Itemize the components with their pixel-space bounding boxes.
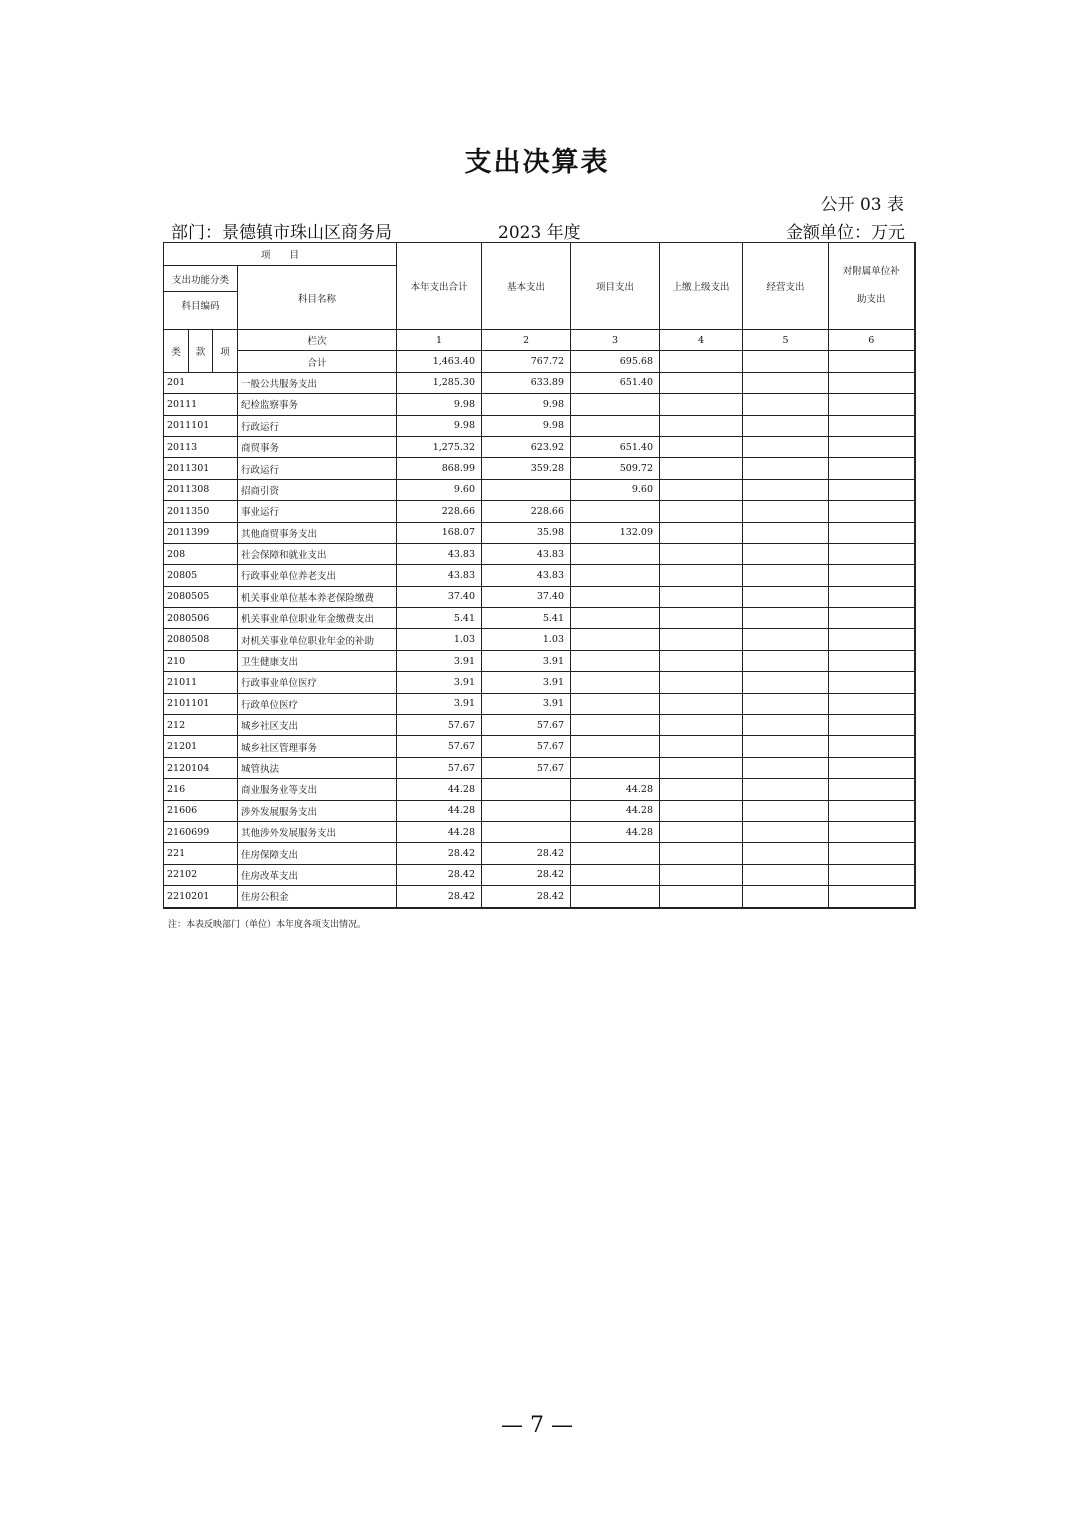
amount-cell: 228.66 xyxy=(482,501,571,522)
amount-cell: 5.41 xyxy=(397,608,482,629)
amount-cell xyxy=(660,543,743,564)
amount-cell: 37.40 xyxy=(482,586,571,607)
table-row xyxy=(164,479,915,500)
amount-cell: 28.42 xyxy=(482,886,571,908)
amount-cell xyxy=(660,779,743,800)
amount-cell: 9.60 xyxy=(397,479,482,500)
amount-cell: 44.28 xyxy=(397,779,482,800)
total-value xyxy=(660,351,743,372)
amount-cell xyxy=(660,715,743,736)
amount-cell xyxy=(571,629,660,650)
table-row xyxy=(164,586,915,607)
table-row xyxy=(164,886,915,908)
amount-cell: 57.67 xyxy=(397,736,482,757)
subject-name: 商业服务业等支出 xyxy=(238,779,397,800)
header-subject-name: 科目名称 xyxy=(238,266,397,330)
subject-code: 21201 xyxy=(164,736,238,757)
amount-cell xyxy=(829,372,915,393)
subject-code: 2101101 xyxy=(164,693,238,714)
amount-cell: 1,275.32 xyxy=(397,436,482,457)
amount-cell xyxy=(743,394,829,415)
subject-code: 212 xyxy=(164,715,238,736)
amount-cell xyxy=(829,458,915,479)
table-row xyxy=(164,779,915,800)
subject-code: 21606 xyxy=(164,800,238,821)
amount-cell: 1.03 xyxy=(397,629,482,650)
amount-cell xyxy=(829,672,915,693)
amount-cell xyxy=(660,629,743,650)
amount-cell xyxy=(743,565,829,586)
table-row xyxy=(164,843,915,864)
subject-code: 20805 xyxy=(164,565,238,586)
amount-cell xyxy=(660,886,743,908)
col-num-2: 2 xyxy=(482,330,571,351)
amount-cell: 651.40 xyxy=(571,436,660,457)
subject-name: 对机关事业单位职业年金的补助 xyxy=(238,629,397,650)
amount-cell xyxy=(829,650,915,671)
amount-cell xyxy=(660,415,743,436)
table-row xyxy=(164,522,915,543)
subject-code: 210 xyxy=(164,650,238,671)
amount-cell xyxy=(743,886,829,908)
amount-cell xyxy=(829,479,915,500)
amount-cell: 5.41 xyxy=(482,608,571,629)
amount-cell xyxy=(660,458,743,479)
amount-cell xyxy=(743,501,829,522)
amount-cell xyxy=(660,693,743,714)
amount-cell xyxy=(743,715,829,736)
amount-cell xyxy=(660,650,743,671)
amount-cell: 633.89 xyxy=(482,372,571,393)
amount-cell xyxy=(743,436,829,457)
amount-cell: 37.40 xyxy=(397,586,482,607)
subject-name: 城乡社区支出 xyxy=(238,715,397,736)
amount-cell xyxy=(571,415,660,436)
header-xiang: 项 xyxy=(213,330,238,373)
amount-cell xyxy=(743,757,829,778)
amount-cell xyxy=(743,672,829,693)
header-col-1: 本年支出合计 xyxy=(397,243,482,330)
year-label: 2023 年度 xyxy=(498,223,581,243)
header-col-5: 经营支出 xyxy=(743,243,829,330)
amount-cell: 44.28 xyxy=(571,821,660,842)
amount-cell xyxy=(571,715,660,736)
subject-code: 2080505 xyxy=(164,586,238,607)
total-value xyxy=(743,351,829,372)
table-row xyxy=(164,672,915,693)
subject-name: 招商引资 xyxy=(238,479,397,500)
amount-cell xyxy=(743,779,829,800)
amount-cell: 35.98 xyxy=(482,522,571,543)
amount-cell: 57.67 xyxy=(482,736,571,757)
subject-name: 涉外发展服务支出 xyxy=(238,800,397,821)
table-row xyxy=(164,864,915,885)
subject-name: 行政单位医疗 xyxy=(238,693,397,714)
amount-cell: 9.60 xyxy=(571,479,660,500)
amount-cell: 9.98 xyxy=(397,394,482,415)
header-subject-code: 科目编码 xyxy=(164,292,238,318)
col-num-1: 1 xyxy=(397,330,482,351)
header-col-3: 项目支出 xyxy=(571,243,660,330)
amount-cell xyxy=(829,629,915,650)
amount-cell: 1,285.30 xyxy=(397,372,482,393)
amount-cell xyxy=(571,650,660,671)
amount-cell: 9.98 xyxy=(482,415,571,436)
amount-cell xyxy=(660,821,743,842)
amount-cell xyxy=(743,864,829,885)
subject-name: 行政运行 xyxy=(238,458,397,479)
subject-code: 208 xyxy=(164,543,238,564)
amount-cell: 1.03 xyxy=(482,629,571,650)
subject-code: 2011350 xyxy=(164,501,238,522)
table-row xyxy=(164,693,915,714)
amount-cell xyxy=(829,586,915,607)
amount-cell: 28.42 xyxy=(482,864,571,885)
amount-cell: 57.67 xyxy=(482,757,571,778)
amount-cell xyxy=(829,736,915,757)
total-value: 1,463.40 xyxy=(397,351,482,372)
subject-name: 社会保障和就业支出 xyxy=(238,543,397,564)
amount-cell: 651.40 xyxy=(571,372,660,393)
header-col-4: 上缴上级支出 xyxy=(660,243,743,330)
subject-name: 行政事业单位养老支出 xyxy=(238,565,397,586)
amount-cell xyxy=(743,479,829,500)
amount-cell xyxy=(829,757,915,778)
amount-cell xyxy=(571,586,660,607)
amount-cell: 57.67 xyxy=(397,715,482,736)
amount-cell xyxy=(743,458,829,479)
amount-cell: 3.91 xyxy=(482,650,571,671)
subject-name: 住房公积金 xyxy=(238,886,397,908)
amount-cell: 168.07 xyxy=(397,522,482,543)
amount-cell xyxy=(660,372,743,393)
amount-cell xyxy=(829,821,915,842)
department-label: 部门：景德镇市珠山区商务局 xyxy=(171,223,392,243)
subject-code: 2210201 xyxy=(164,886,238,908)
table-row xyxy=(164,821,915,842)
subject-code: 201 xyxy=(164,372,238,393)
amount-cell: 43.83 xyxy=(482,543,571,564)
header-col-6: 对附属单位补助支出 xyxy=(829,243,915,330)
amount-cell xyxy=(660,864,743,885)
expenditure-table xyxy=(163,242,916,909)
amount-cell xyxy=(571,672,660,693)
amount-cell xyxy=(660,736,743,757)
amount-cell: 3.91 xyxy=(397,672,482,693)
amount-cell xyxy=(829,779,915,800)
header-lanci: 栏次 xyxy=(238,330,397,351)
amount-cell xyxy=(829,565,915,586)
amount-cell: 57.67 xyxy=(397,757,482,778)
header-spacer xyxy=(164,317,238,330)
amount-cell xyxy=(829,394,915,415)
amount-cell: 509.72 xyxy=(571,458,660,479)
amount-cell xyxy=(571,843,660,864)
subject-name: 一般公共服务支出 xyxy=(238,372,397,393)
header-col-2: 基本支出 xyxy=(482,243,571,330)
table-row xyxy=(164,501,915,522)
total-row xyxy=(164,351,915,372)
amount-cell xyxy=(660,672,743,693)
subject-code: 20111 xyxy=(164,394,238,415)
subject-name: 住房改革支出 xyxy=(238,864,397,885)
subject-name: 其他涉外发展服务支出 xyxy=(238,821,397,842)
amount-cell xyxy=(571,543,660,564)
col-num-4: 4 xyxy=(660,330,743,351)
subject-name: 机关事业单位职业年金缴费支出 xyxy=(238,608,397,629)
amount-cell: 43.83 xyxy=(482,565,571,586)
table-row xyxy=(164,757,915,778)
amount-cell: 3.91 xyxy=(482,672,571,693)
meta-row xyxy=(171,218,905,243)
amount-cell: 132.09 xyxy=(571,522,660,543)
amount-cell xyxy=(571,394,660,415)
amount-cell xyxy=(743,629,829,650)
amount-cell xyxy=(571,501,660,522)
total-value: 695.68 xyxy=(571,351,660,372)
subject-name: 其他商贸事务支出 xyxy=(238,522,397,543)
amount-cell xyxy=(829,715,915,736)
table-row xyxy=(164,543,915,564)
total-label: 合计 xyxy=(238,351,397,372)
amount-cell: 44.28 xyxy=(397,821,482,842)
amount-cell: 228.66 xyxy=(397,501,482,522)
amount-cell xyxy=(571,864,660,885)
amount-cell xyxy=(571,736,660,757)
subject-code: 22102 xyxy=(164,864,238,885)
col-num-5: 5 xyxy=(743,330,829,351)
amount-cell xyxy=(660,394,743,415)
amount-cell xyxy=(571,693,660,714)
header-project: 项 目 xyxy=(164,243,397,266)
amount-cell xyxy=(571,886,660,908)
amount-cell: 28.42 xyxy=(397,886,482,908)
amount-cell xyxy=(743,693,829,714)
amount-cell xyxy=(482,479,571,500)
subject-name: 行政事业单位医疗 xyxy=(238,672,397,693)
unit-label: 金额单位：万元 xyxy=(786,223,905,243)
col-num-3: 3 xyxy=(571,330,660,351)
amount-cell xyxy=(482,779,571,800)
amount-cell: 44.28 xyxy=(571,800,660,821)
table-row xyxy=(164,736,915,757)
subject-name: 事业运行 xyxy=(238,501,397,522)
subject-name: 行政运行 xyxy=(238,415,397,436)
table-note: 注：本表反映部门（单位）本年度各项支出情况。 xyxy=(168,920,367,930)
amount-cell xyxy=(829,693,915,714)
amount-cell xyxy=(660,479,743,500)
amount-cell xyxy=(743,608,829,629)
subject-code: 216 xyxy=(164,779,238,800)
amount-cell xyxy=(829,608,915,629)
amount-cell xyxy=(743,522,829,543)
amount-cell xyxy=(743,543,829,564)
amount-cell xyxy=(829,543,915,564)
amount-cell xyxy=(829,436,915,457)
table-row xyxy=(164,565,915,586)
amount-cell xyxy=(482,800,571,821)
table-row xyxy=(164,800,915,821)
amount-cell: 28.42 xyxy=(482,843,571,864)
amount-cell xyxy=(660,522,743,543)
amount-cell xyxy=(743,821,829,842)
amount-cell: 44.28 xyxy=(571,779,660,800)
amount-cell: 44.28 xyxy=(397,800,482,821)
amount-cell xyxy=(743,586,829,607)
amount-cell xyxy=(571,608,660,629)
subject-code: 2080508 xyxy=(164,629,238,650)
subject-code: 2160699 xyxy=(164,821,238,842)
amount-cell xyxy=(571,565,660,586)
table-row xyxy=(164,629,915,650)
amount-cell xyxy=(660,608,743,629)
form-number: 公开 03 表 xyxy=(820,195,904,215)
table-row xyxy=(164,415,915,436)
subject-name: 城乡社区管理事务 xyxy=(238,736,397,757)
amount-cell xyxy=(829,800,915,821)
amount-cell xyxy=(571,757,660,778)
amount-cell xyxy=(743,800,829,821)
amount-cell xyxy=(660,586,743,607)
subject-code: 2080506 xyxy=(164,608,238,629)
amount-cell xyxy=(660,565,743,586)
table-row xyxy=(164,715,915,736)
subject-code: 20113 xyxy=(164,436,238,457)
amount-cell: 623.92 xyxy=(482,436,571,457)
amount-cell: 43.83 xyxy=(397,543,482,564)
subject-code: 2120104 xyxy=(164,757,238,778)
amount-cell xyxy=(743,372,829,393)
subject-code: 2011301 xyxy=(164,458,238,479)
amount-cell: 3.91 xyxy=(482,693,571,714)
subject-code: 2011308 xyxy=(164,479,238,500)
table-row xyxy=(164,608,915,629)
amount-cell xyxy=(829,843,915,864)
header-lei: 类 xyxy=(164,330,189,373)
amount-cell: 28.42 xyxy=(397,843,482,864)
table-row xyxy=(164,650,915,671)
subject-name: 机关事业单位基本养老保险缴费 xyxy=(238,586,397,607)
table-row xyxy=(164,436,915,457)
subject-name: 卫生健康支出 xyxy=(238,650,397,671)
amount-cell xyxy=(743,843,829,864)
amount-cell xyxy=(829,864,915,885)
amount-cell: 3.91 xyxy=(397,650,482,671)
amount-cell xyxy=(743,415,829,436)
amount-cell xyxy=(660,436,743,457)
total-value: 767.72 xyxy=(482,351,571,372)
amount-cell: 3.91 xyxy=(397,693,482,714)
amount-cell xyxy=(743,650,829,671)
subject-name: 商贸事务 xyxy=(238,436,397,457)
amount-cell xyxy=(660,501,743,522)
header-func-class: 支出功能分类 xyxy=(164,266,238,292)
amount-cell xyxy=(660,800,743,821)
amount-cell: 9.98 xyxy=(397,415,482,436)
page-number: — 7 — xyxy=(501,1413,573,1438)
amount-cell xyxy=(829,501,915,522)
amount-cell: 9.98 xyxy=(482,394,571,415)
table-row xyxy=(164,372,915,393)
table-row xyxy=(164,394,915,415)
amount-cell xyxy=(829,415,915,436)
total-value xyxy=(829,351,915,372)
subject-name: 住房保障支出 xyxy=(238,843,397,864)
subject-code: 2011101 xyxy=(164,415,238,436)
amount-cell: 57.67 xyxy=(482,715,571,736)
subject-code: 21011 xyxy=(164,672,238,693)
header-kuan: 款 xyxy=(189,330,213,373)
col-num-6: 6 xyxy=(829,330,915,351)
table-row xyxy=(164,458,915,479)
amount-cell xyxy=(482,821,571,842)
amount-cell xyxy=(660,757,743,778)
amount-cell xyxy=(743,736,829,757)
subject-code: 2011399 xyxy=(164,522,238,543)
amount-cell: 43.83 xyxy=(397,565,482,586)
page-title: 支出决算表 xyxy=(464,147,610,178)
amount-cell xyxy=(660,843,743,864)
amount-cell xyxy=(829,886,915,908)
amount-cell: 359.28 xyxy=(482,458,571,479)
subject-name: 城管执法 xyxy=(238,757,397,778)
amount-cell: 28.42 xyxy=(397,864,482,885)
amount-cell xyxy=(829,522,915,543)
subject-code: 221 xyxy=(164,843,238,864)
subject-name: 纪检监察事务 xyxy=(238,394,397,415)
amount-cell: 868.99 xyxy=(397,458,482,479)
